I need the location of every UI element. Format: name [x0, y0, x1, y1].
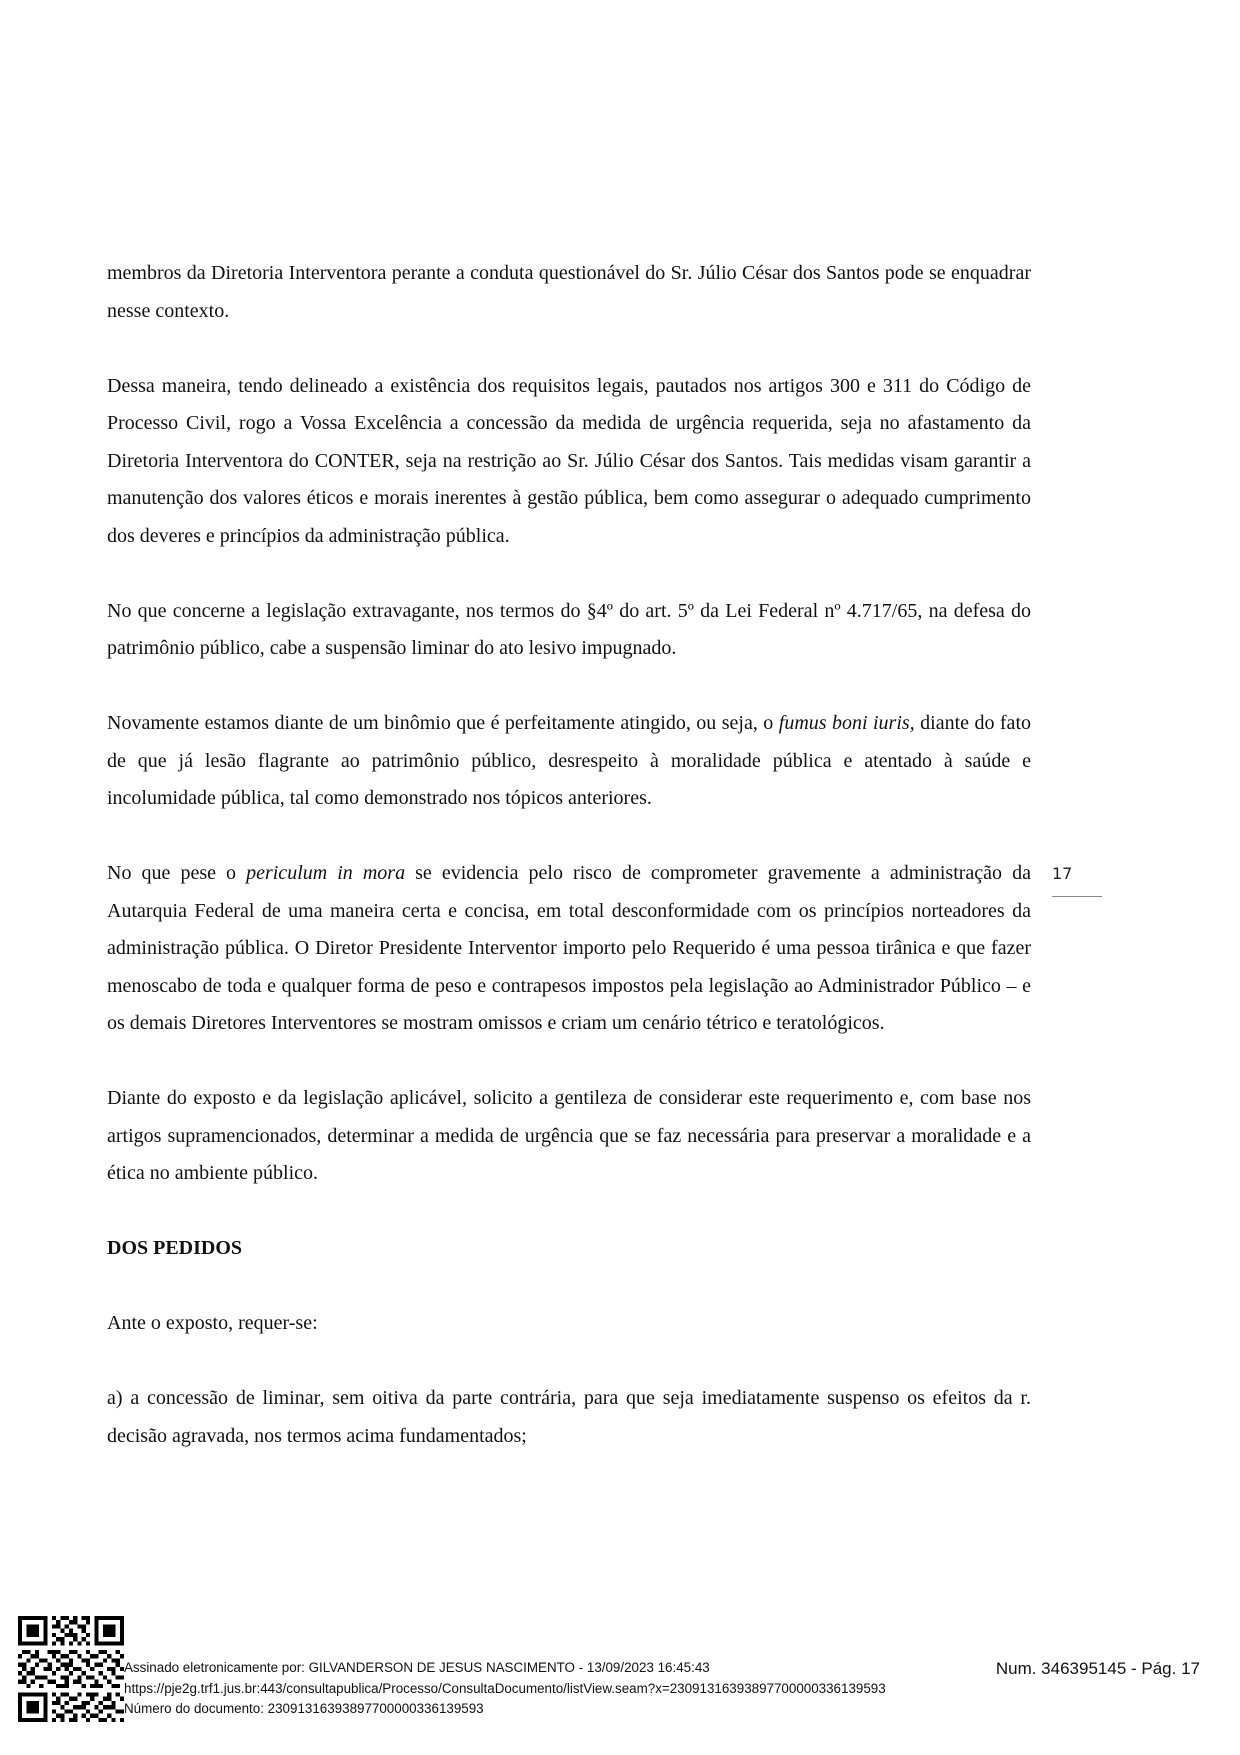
- paragraph-4-text-b: diante do fato de que já lesão flagrante ao patrimônio público, desrespeito à moralidade pública e atentado à saúde e incolumidade pública, tal como demonstrado nos tópicos anteriores.: [107, 712, 1031, 809]
- signature-line: Assinado eletronicamente por: GILVANDERSON DE JESUS NASCIMENTO - 13/09/2023 16:45:43: [124, 1660, 710, 1675]
- section-heading: DOS PEDIDOS: [107, 1237, 243, 1259]
- signature-footer: [124, 1658, 886, 1720]
- page-reference: Num. 346395145 - Pág. 17: [995, 1659, 1200, 1678]
- paragraph-6: Diante do exposto e da legislação aplicável, solicito a gentileza de considerar este requerimento e, com base nos artigos supramencionados, determinar a medida de urgência que se faz necessária para preservar a moralidade e a ética no ambiente público.: [107, 1087, 1031, 1184]
- paragraph-8: a) a concessão de liminar, sem oitiva da parte contrária, para que seja imediatamente suspenso os efeitos da r. decisão agravada, nos termos acima fundamentados;: [107, 1387, 1031, 1447]
- margin-divider: [1052, 896, 1102, 897]
- document-number: Número do documento: 23091316393897700000336139593: [124, 1701, 484, 1716]
- paragraph-4: [107, 705, 1031, 818]
- paragraph-2: Dessa maneira, tendo delineado a existência dos requisitos legais, pautados nos artigos 300 e 311 do Código de Processo Civil, rogo a Vossa Excelência a concessão da medida de urgência requerida, seja no afastamento da Diretoria Interventora do CONTER, seja na restrição ao Sr. Júlio César dos Santos. Tais medidas visam garantir a manutenção dos valores éticos e morais inerentes à gestão pública, bem como assegurar o adequado cumprimento dos deveres e princípios da administração pública.: [107, 374, 1031, 547]
- paragraph-5-latin-term: periculum in mora: [246, 862, 406, 884]
- document-url[interactable]: https://pje2g.trf1.jus.br:443/consultapublica/Processo/ConsultaDocumento/listView.seam?x=23091316393897700000336139593: [124, 1680, 886, 1696]
- paragraph-5-text-b: se evidencia pelo risco de comprometer gravemente a administração da Autarquia Federal de uma maneira certa e concisa, em total desconformidade com os princípios norteadores da administração pública. O Diretor Presidente Interventor importo pelo Requerido é uma pessoa tirânica e que fazer menoscabo de toda e qualquer forma de peso e contrapesos impostos pela legislação ao Administrador Público – e os demais Diretores Interventores se mostram omissos e criam um cenário tétrico e teratológicos.: [107, 862, 1031, 1034]
- paragraph-4-latin-term: fumus boni iuris,: [778, 712, 915, 734]
- paragraph-4-text-a: Novamente estamos diante de um binômio que é perfeitamente atingido, ou seja, o: [107, 712, 779, 734]
- paragraph-7: Ante o exposto, requer-se:: [107, 1312, 318, 1334]
- paragraph-3: No que concerne a legislação extravagante, nos termos do §4º do art. 5º da Lei Federal nº 4.717/65, na defesa do patrimônio público, cabe a suspensão liminar do ato lesivo impugnado.: [107, 599, 1031, 659]
- document-body: [107, 255, 1031, 1493]
- paragraph-5-text-a: No que pese o: [107, 862, 247, 884]
- margin-page-number: 17: [1052, 864, 1073, 883]
- qr-code-icon: [18, 1616, 124, 1722]
- paragraph-1: membros da Diretoria Interventora perante a conduta questionável do Sr. Júlio César dos Santos pode se enquadrar nesse contexto.: [107, 262, 1031, 322]
- paragraph-5: [107, 855, 1031, 1043]
